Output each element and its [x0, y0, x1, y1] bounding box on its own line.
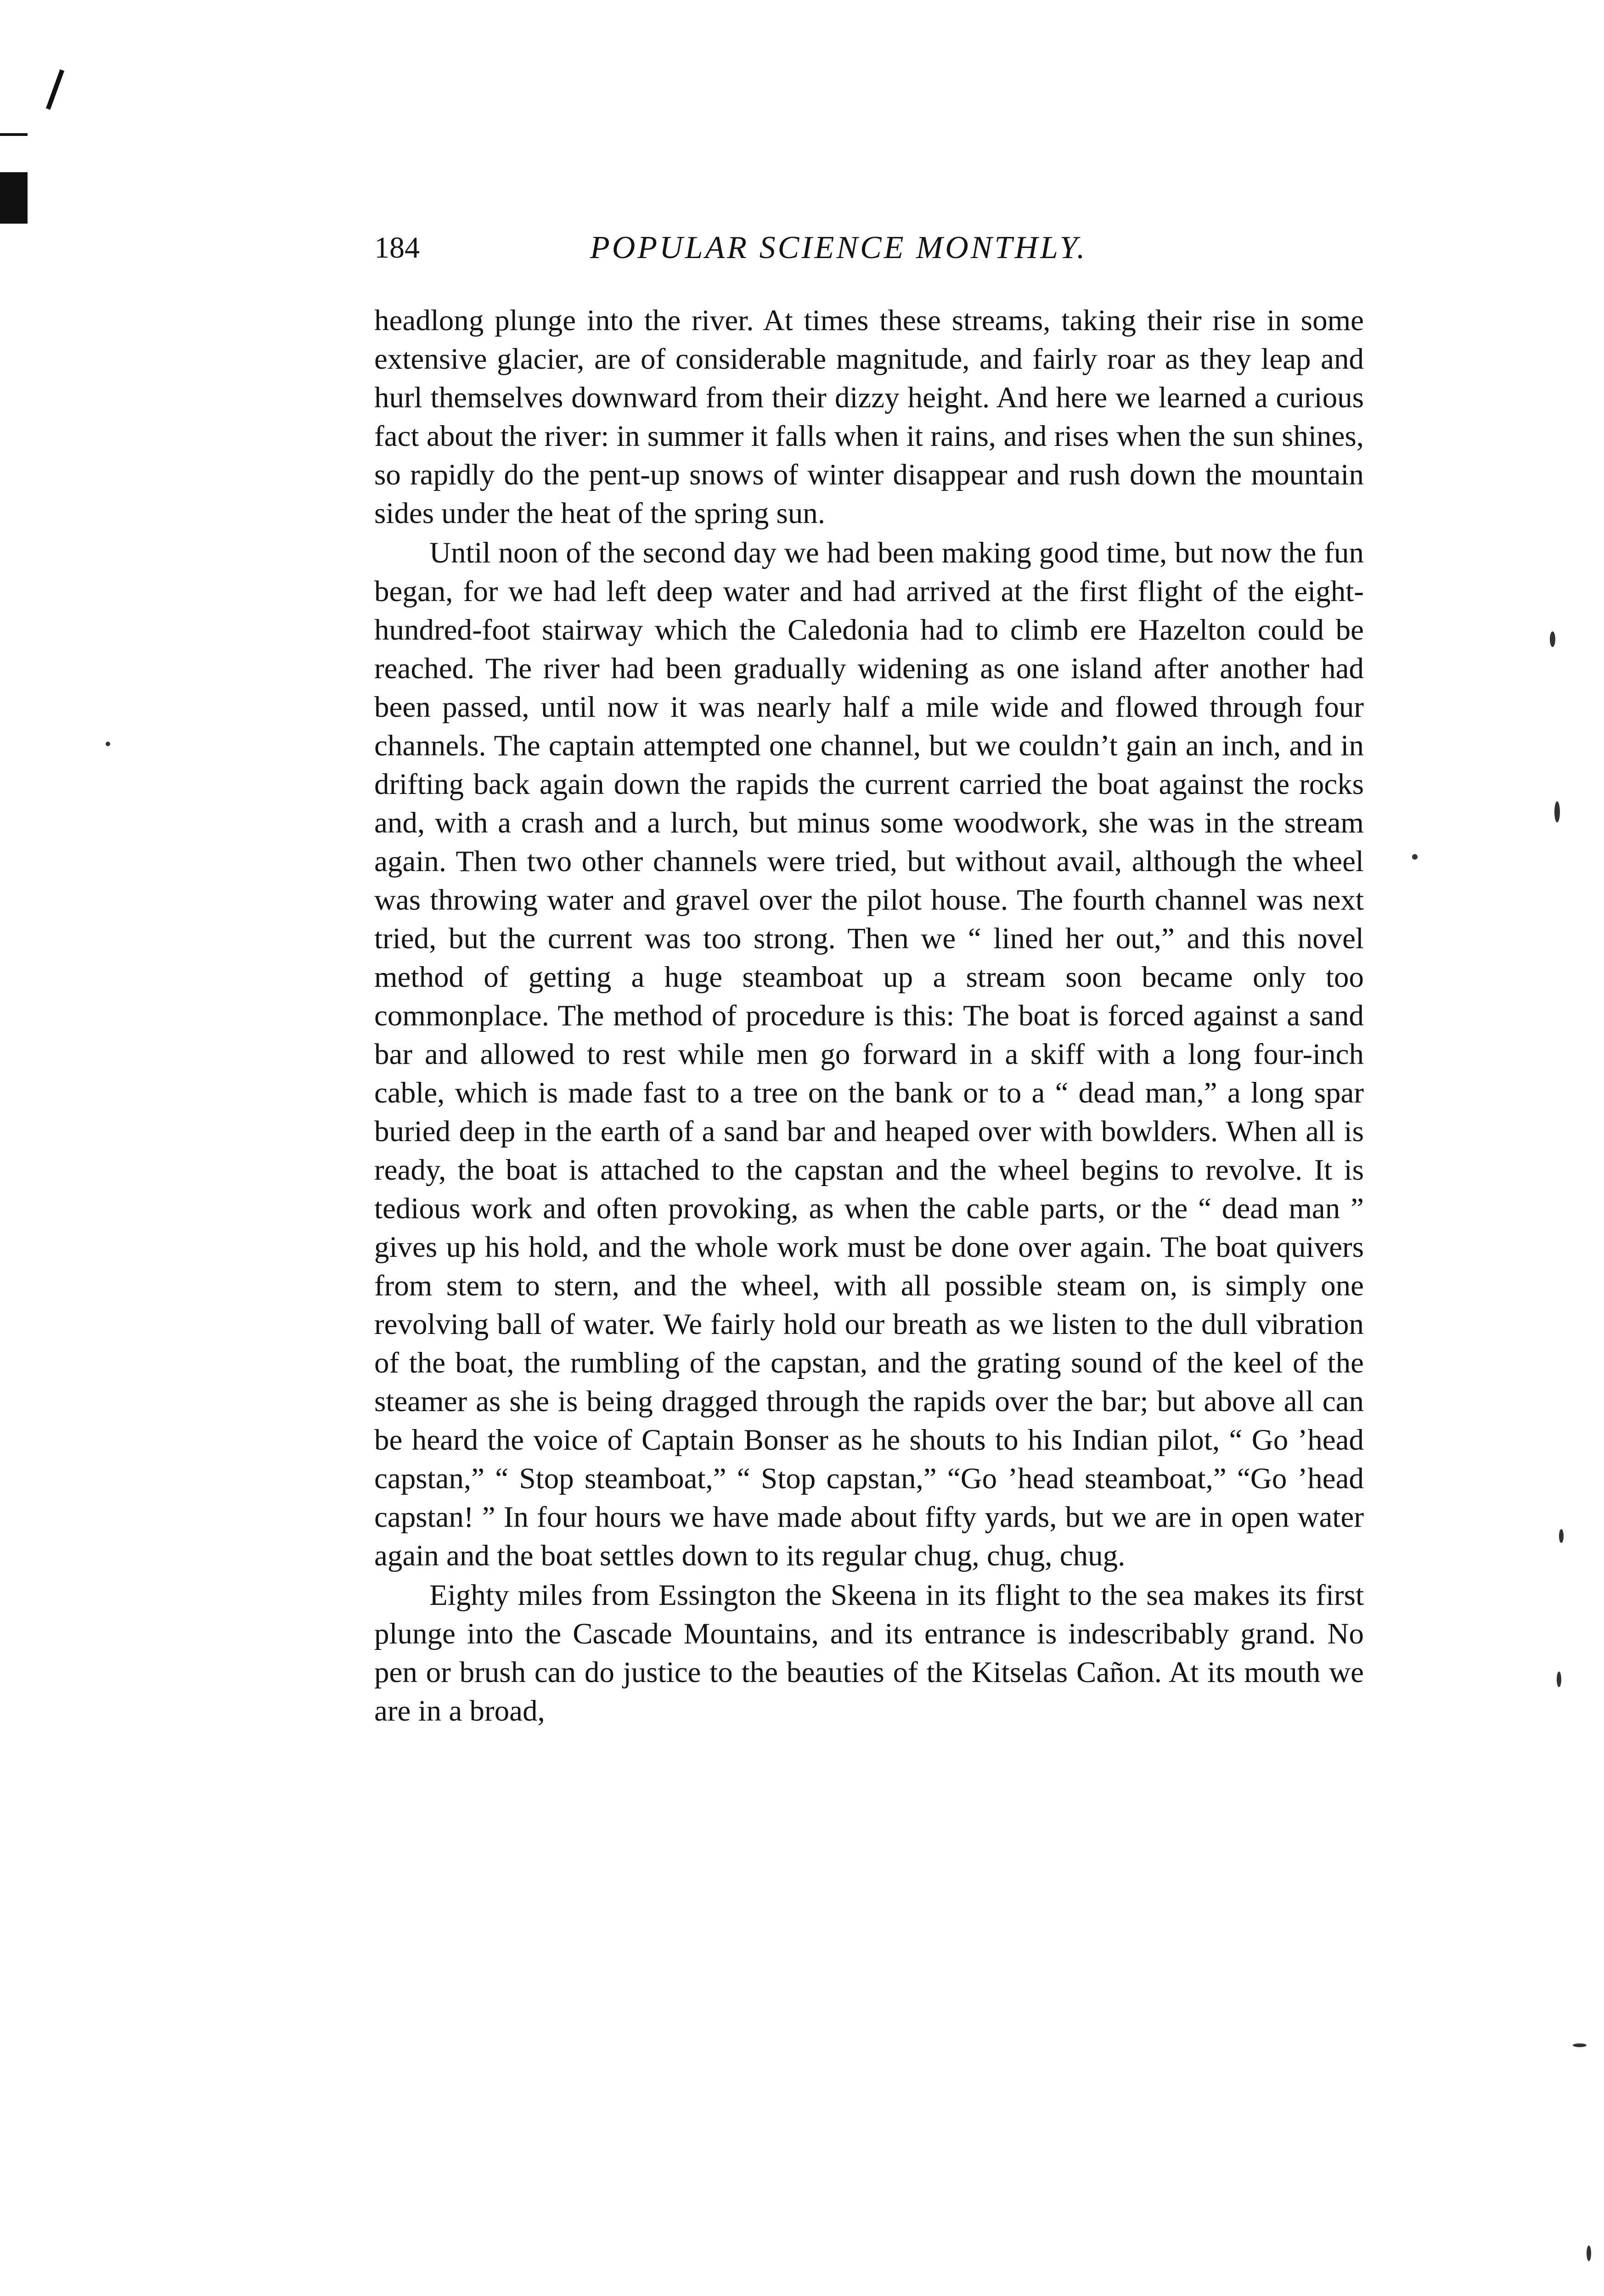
paragraph: Until noon of the second day we had been making good time, but now the fun began, for we had left deep water and had arrived at the first flight of the eight-hundred-foot stairway which the Caledonia had to climb ere Hazelton could be reached. The river had been gradually widening as one island after another had been passed, until now it was nearly half a mile wide and flowed through four channels. The captain attempted one channel, but we couldn’t gain an inch, and in drifting back again down the rapids the current carried the boat against the rocks and, with a crash and a lurch, but minus some woodwork, she was in the stream again. Then two other channels were tried, but without avail, although the wheel was throwing water and gravel over the pilot house. The fourth channel was next tried, but the current was too strong. Then we “ lined her out,” and this novel method of getting a huge steamboat up a stream soon became only too commonplace. The method of procedure is this: The boat is forced against a sand bar and allowed to rest while men go forward in a skiff with a long four-inch cable, which is made fast to a tree on the bank or to a “ dead man,” a long spar buried deep in the earth of a sand bar and heaped over with bowlders. When all is ready, the boat is attached to the capstan and the wheel begins to revolve. It is tedious work and often provoking, as when the cable parts, or the “ dead man ” gives up his hold, and the whole work must be done over again. The boat quivers from stem to stern, and the wheel, with all possible steam on, is simply one revolving ball of water. We fairly hold our breath as we listen to the dull vibration of the boat, the rumbling of the capstan, and the grating sound of the keel of the steamer as she is being dragged through the rapids over the bar; but above all can be heard the voice of Captain Bonser as he shouts to his Indian pilot, “ Go ’head capstan,” “ Stop steamboat,” “ Stop capstan,” “Go ’head steamboat,” “Go ’head capstan! ” In four hours we have made about fifty yards, but we are in open water again and the boat settles down to its regular chug, chug, chug.: [374, 536, 1364, 1572]
page-number: 184: [374, 231, 420, 264]
margin-speck: [1587, 2245, 1591, 2261]
margin-speck: [1573, 2043, 1587, 2047]
paragraph: Eighty miles from Essington the Skeena in its flight to the sea makes its first plunge into the Cascade Mountains, and its entrance is indescribably grand. No pen or brush can do justice to the beauties of the Kitselas Cañon. At its mouth we are in a broad,: [374, 1579, 1364, 1728]
margin-speck: [1550, 631, 1555, 647]
margin-speck: [1412, 854, 1418, 860]
scan-edge-bar: [0, 172, 28, 224]
margin-speck: [1557, 1671, 1561, 1687]
page-header: [374, 225, 1371, 276]
margin-speck: [106, 742, 110, 746]
paragraph-continued: headlong plunge into the river. At times these streams, taking their rise in some extensive glacier, are of considerable magnitude, and fairly roar as they leap and hurl themselves downward from their dizzy height. And here we learned a curious fact about the river: in summer it falls when it rains, and rises when the sun shines, so rapidly do the pent-up snows of winter disappear and rush down the mountain sides under the heat of the spring sun.: [374, 304, 1364, 530]
margin-speck: [1554, 801, 1560, 822]
scan-edge-stroke: [46, 69, 64, 110]
scan-edge-mark: [0, 133, 28, 136]
running-head: POPULAR SCIENCE MONTHLY.: [590, 230, 1087, 265]
article-text: [374, 301, 1364, 1730]
margin-speck: [1559, 1529, 1564, 1543]
